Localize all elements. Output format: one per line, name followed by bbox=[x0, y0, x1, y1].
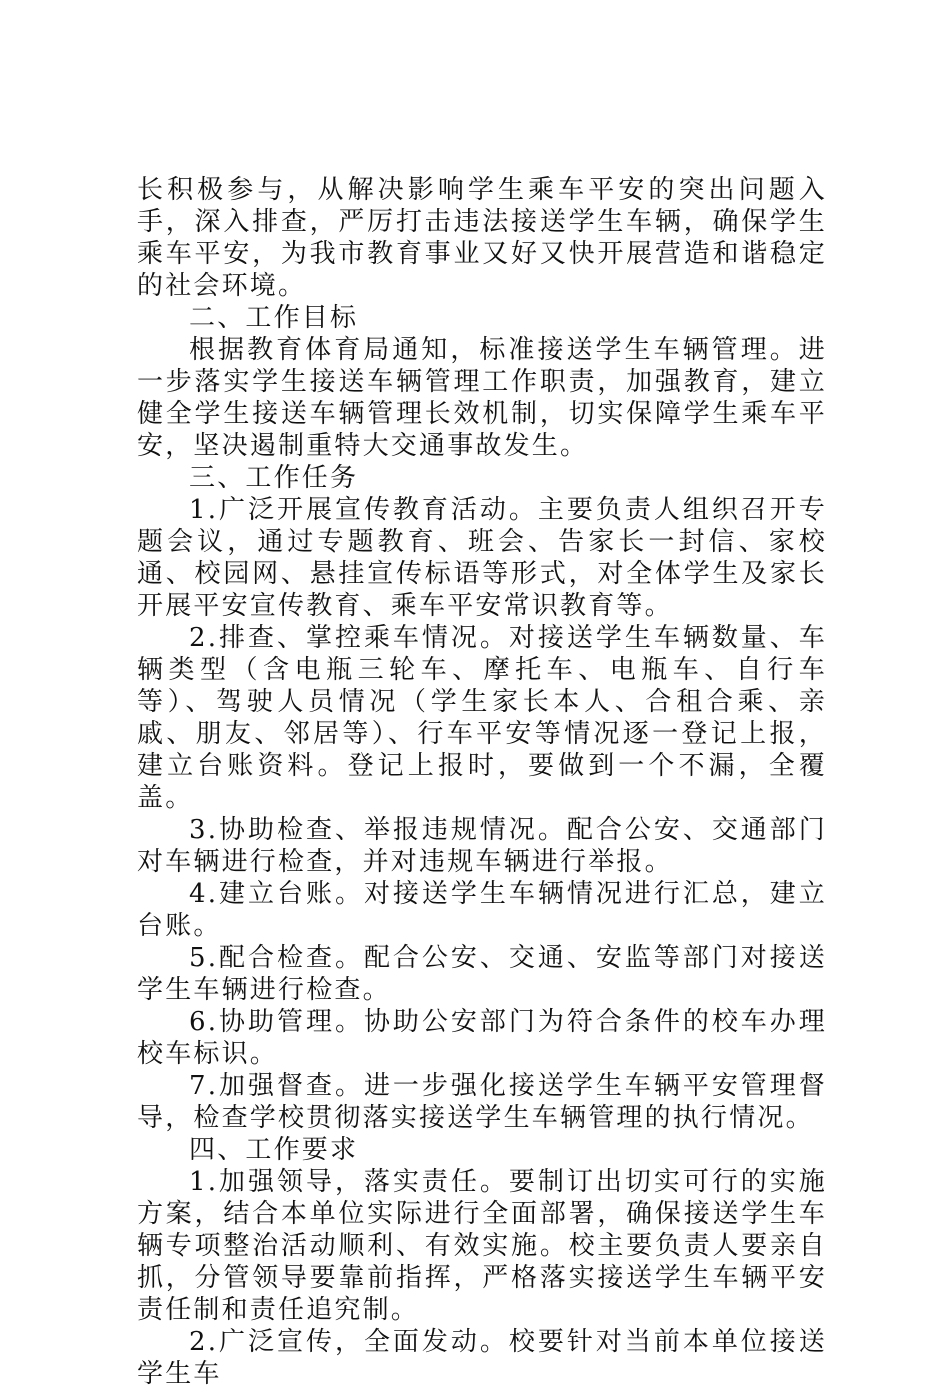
task-item-1: 1.广泛开展宣传教育活动。主要负责人组织召开专题会议，通过专题教育、班会、告家长一封信、家校通、校园网、悬挂宣传标语等形式，对全体学生及家长开展平安宣传教育、乘车平安常识教育等。 bbox=[137, 495, 827, 621]
task-item-5: 5.配合检查。配合公安、交通、安监等部门对接送学生车辆进行检查。 bbox=[137, 943, 827, 1005]
paragraph-intro-continuation: 长积极参与，从解决影响学生乘车平安的突出问题入手，深入排查，严厉打击违法接送学生车辆，确保学生乘车平安，为我市教育事业又好又快开展营造和谐稳定的社会环境。 bbox=[137, 175, 827, 301]
task-item-4: 4.建立台账。对接送学生车辆情况进行汇总，建立台账。 bbox=[137, 879, 827, 941]
requirement-item-2: 2.广泛宣传，全面发动。校要针对当前本单位接送学生车 bbox=[137, 1327, 827, 1389]
section-heading-tasks: 三、工作任务 bbox=[189, 463, 359, 493]
section-heading-goals: 二、工作目标 bbox=[189, 303, 359, 333]
task-item-7: 7.加强督查。进一步强化接送学生车辆平安管理督导，检查学校贯彻落实接送学生车辆管理的执行情况。 bbox=[137, 1071, 827, 1133]
task-item-6: 6.协助管理。协助公安部门为符合条件的校车办理校车标识。 bbox=[137, 1007, 827, 1069]
document-body bbox=[137, 174, 827, 1390]
task-item-3: 3.协助检查、举报违规情况。配合公安、交通部门对车辆进行检查，并对违规车辆进行举报。 bbox=[137, 815, 827, 877]
task-item-2: 2.排查、掌控乘车情况。对接送学生车辆数量、车辆类型（含电瓶三轮车、摩托车、电瓶车、自行车等）、驾驶人员情况（学生家长本人、合租合乘、亲戚、朋友、邻居等）、行车平安等情况逐一登记上报，建立台账资料。登记上报时，要做到一个不漏，全覆盖。 bbox=[137, 623, 827, 813]
paragraph-goals: 根据教育体育局通知，标准接送学生车辆管理。进一步落实学生接送车辆管理工作职责，加强教育，建立健全学生接送车辆管理长效机制，切实保障学生乘车平安，坚决遏制重特大交通事故发生。 bbox=[137, 335, 827, 461]
section-heading-requirements: 四、工作要求 bbox=[189, 1135, 359, 1165]
requirement-item-1: 1.加强领导，落实责任。要制订出切实可行的实施方案，结合本单位实际进行全面部署，确保接送学生车辆专项整治活动顺利、有效实施。校主要负责人要亲自抓，分管领导要靠前指挥，严格落实接送学生车辆平安责任制和责任追究制。 bbox=[137, 1167, 827, 1325]
